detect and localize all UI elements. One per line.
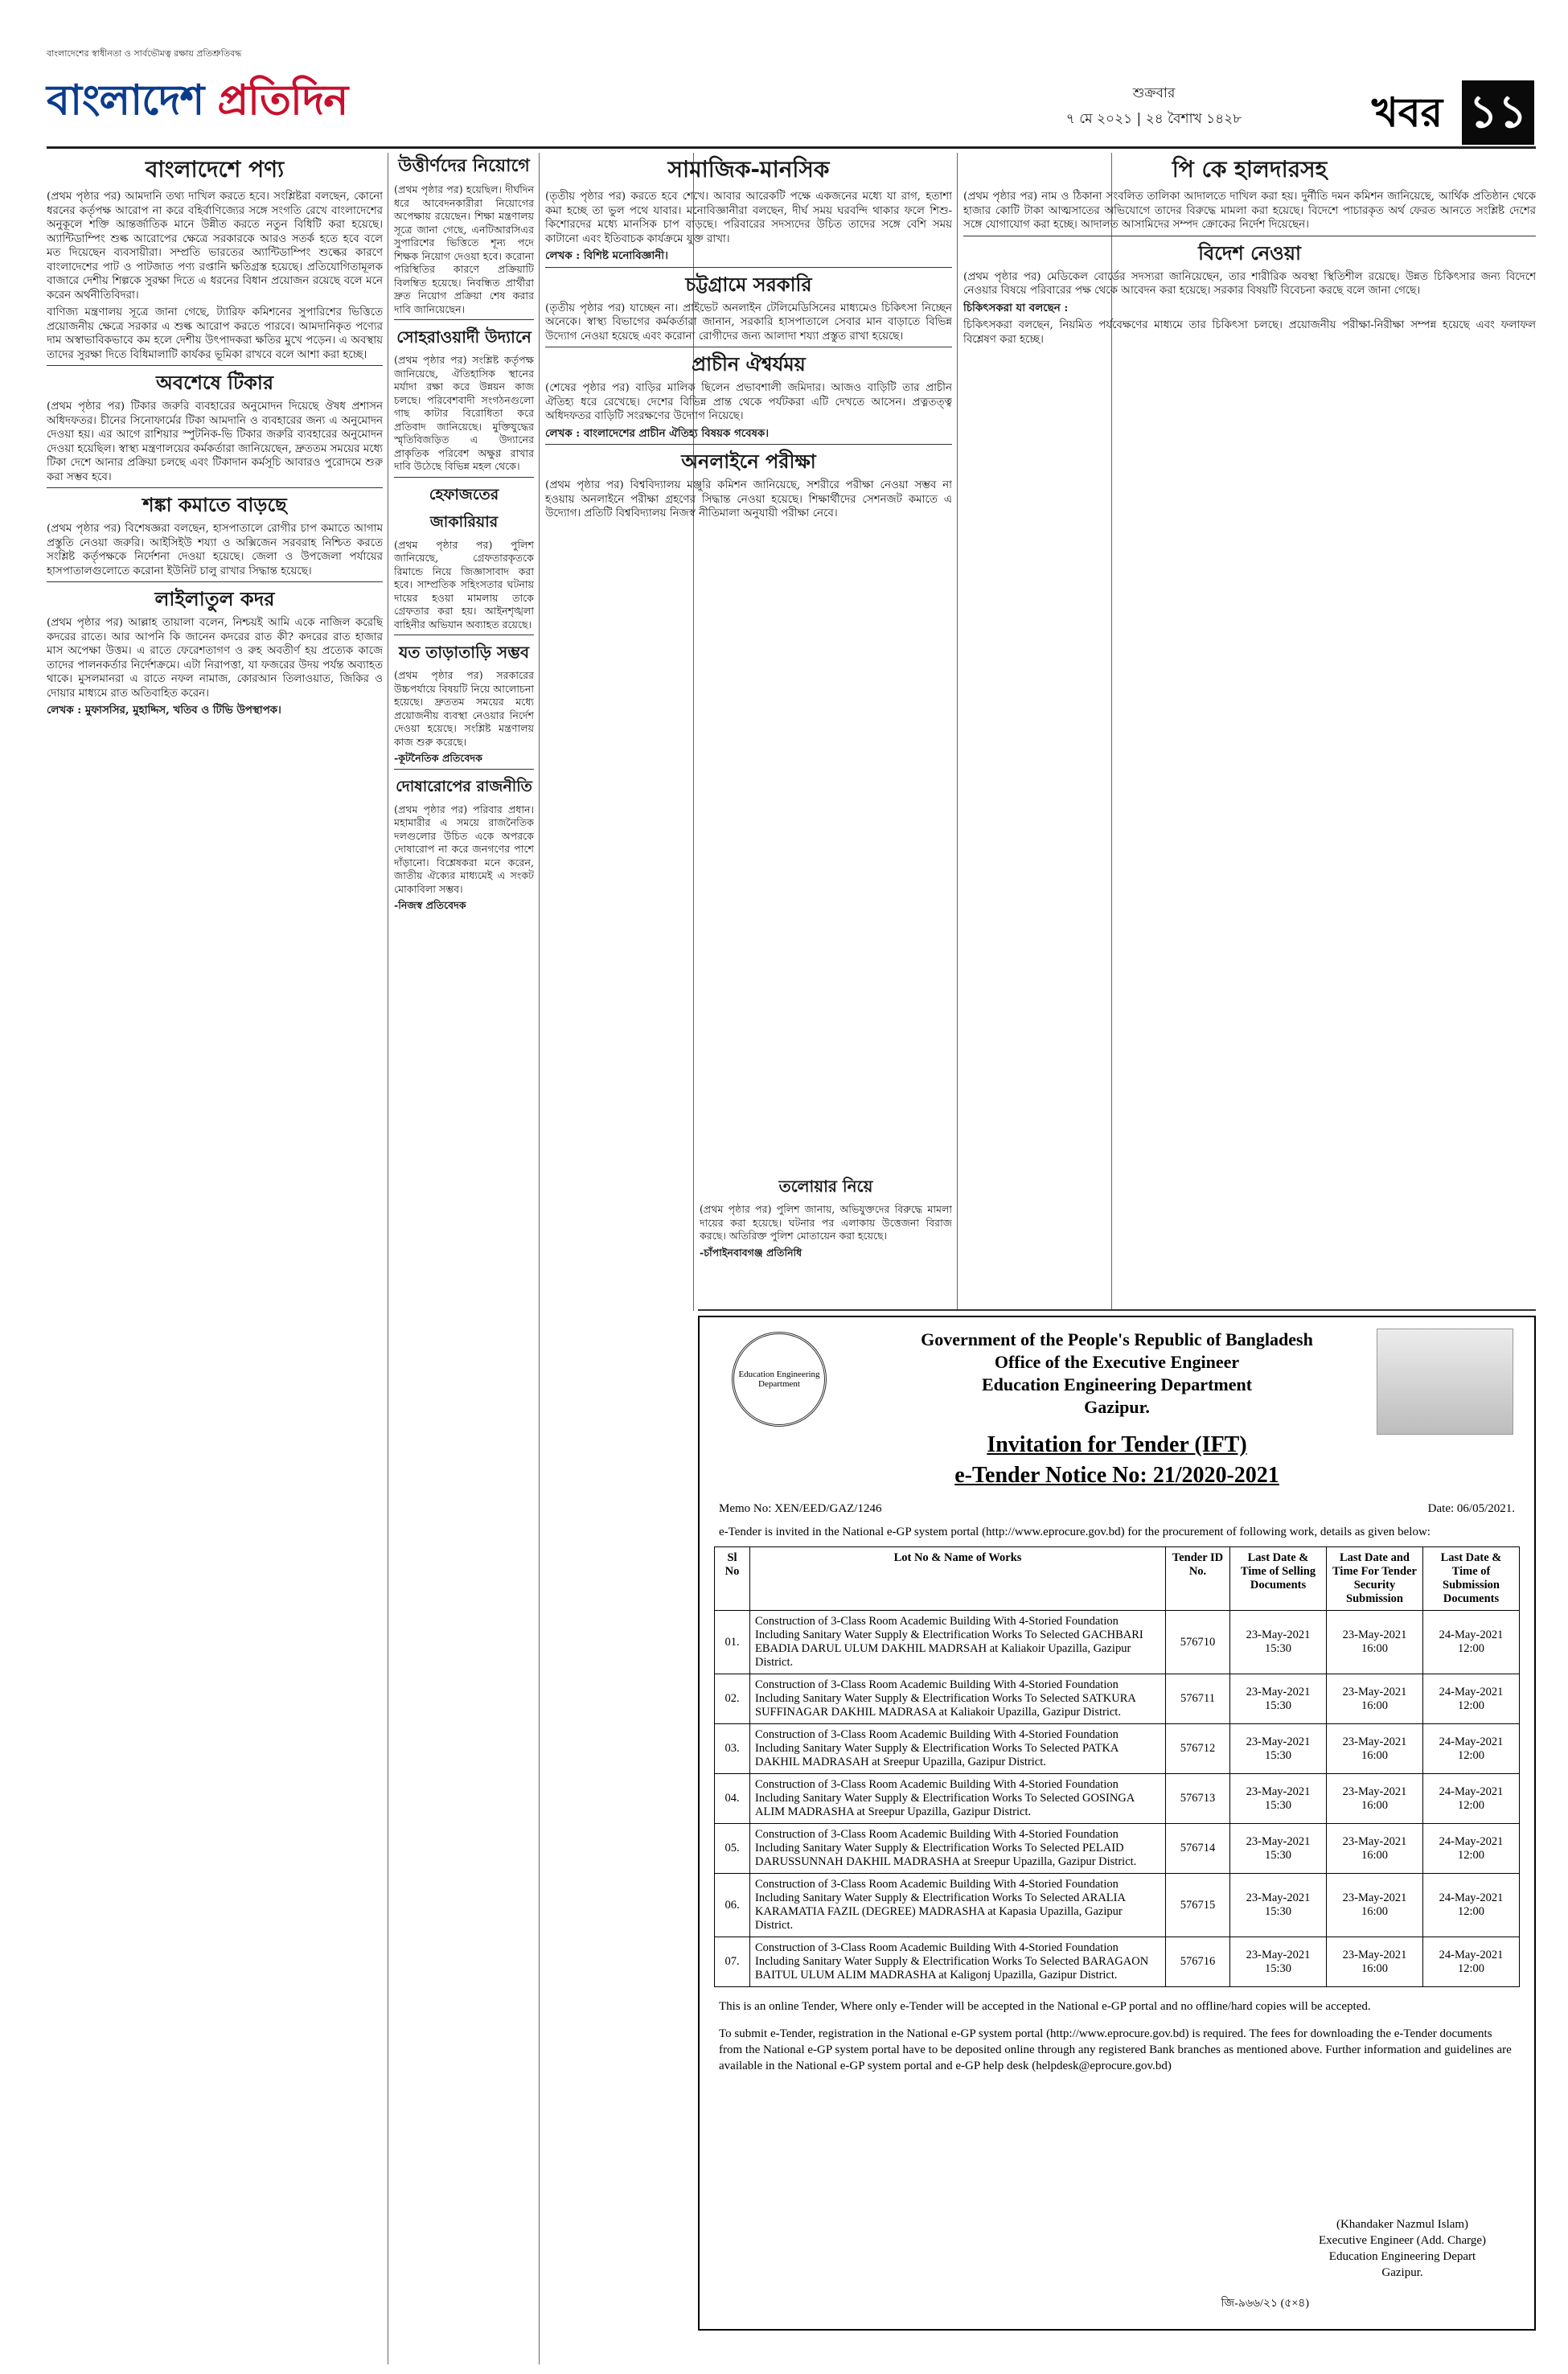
tender-intro: e-Tender is invited in the National e-GP system portal (http://www.eprocure.gov.bd) for the procurement of following work, details as given below: [719,1526,1430,1538]
org-line: Government of the People's Republic of Bangladesh [921,1329,1313,1349]
article-body: (প্রথম পৃষ্ঠার পর) সরকারের উচ্চপর্যায়ে বিষয়টি নিয়ে আলোচনা হয়েছে। দ্রুততম সময়ের মধ্যে প্রয়োজনীয় ব্যবস্থা নেওয়ার নির্দেশ দেওয়া হয়েছে। সংশ্লিষ্ট মন্ত্রণালয় কাজ শুরু করেছে। [394,669,534,748]
table-cell-d1: 23-May-2021 15:30 [1230,1937,1327,1987]
table-cell-d1: 23-May-2021 15:30 [1230,1774,1327,1824]
headline-sohrawardi: সোহরাওয়ার্দী উদ্যানে [394,319,534,351]
table-cell-d2: 23-May-2021 16:00 [1327,1774,1423,1824]
org-line: Gazipur. [1084,1397,1150,1417]
table-cell-sl: 01. [715,1611,750,1674]
tender-note: This is an online Tender, Where only e-Tender will be accepted in the National e-GP portal and no offline/hard copies will be accepted. [719,2000,1371,2013]
headline-prachin: প্রাচীন ঐশ্বর্যময় [545,347,952,378]
table-cell-id: 576712 [1166,1724,1230,1774]
table-cell-d3: 24-May-2021 12:00 [1423,1611,1520,1674]
table-row [715,1824,1520,1874]
signer-name: (Khandaker Nazmul Islam) [1336,2218,1469,2231]
article-subhead: চিকিৎসকরা যা বলছেন : [963,301,1069,314]
headline-online: অনলাইনে পরীক্ষা [545,444,952,475]
table-cell-sl: 06. [715,1874,750,1937]
signer-title: Executive Engineer (Add. Charge) [1319,2234,1486,2247]
table-cell-work: Construction of 3-Class Room Academic Building With 4-Storied Foundation Including Sanitary Water Supply & Electrification Works To Selected PELAID DARUSSUNNAH DAKHIL MADRASHA at Sreepur Upazilla, Gazipur District. [750,1824,1166,1874]
article-body: (প্রথম পৃষ্ঠার পর) পরিবার প্রধান। মহামারীর এ সময়ে রাজনৈতিক দলগুলোর উচিত একে অপরকে দোষারোপ না করে জনগণের পাশে দাঁড়ানো। বিশ্লেষকরা মনে করেন, জাতীয় ঐক্যের মাধ্যমেই এ সংকট মোকাবিলা সম্ভব। [394,803,534,895]
ad-top-rule [698,1309,1536,1311]
table-cell-work: Construction of 3-Class Room Academic Building With 4-Storied Foundation Including Sanitary Water Supply & Electrification Works To Selected ARALIA KARAMATIA FAZIL (DEGREE) MADRASHA at Kapasia Upazilla, Gazipur District. [750,1874,1166,1937]
table-cell-d2: 23-May-2021 16:00 [1327,1874,1423,1937]
seal-text: Education Engineering Department [738,1370,820,1389]
article-body: (প্রথম পৃষ্ঠার পর) আল্লাহ তায়ালা বলেন, নিশ্চয়ই আমি একে নাজিল করেছি কদরের রাতে। আর আপনি কি জানেন কদরের রাত কী? কদরের রাত হাজার মাস অপেক্ষা উত্তম। এ রাতে ফেরেশতাগণ ও রুহ অবতীর্ণ হয় প্রত্যেক কাজে তাদের পালনকর্তার নির্দেশক্রমে। এটা নিরাপত্তা, যা ফজরের উদয় পর্যন্ত অব্যাহত থাকে। মুসলমানরা এ রাতে নফল নামাজ, কোরআন তিলাওয়াত, জিকির ও দোয়ার মাধ্যমে রাত অতিবাহিত করেন। [47,617,383,700]
table-cell-d1: 23-May-2021 15:30 [1230,1724,1327,1774]
table-cell-id: 576710 [1166,1611,1230,1674]
notice-number: e-Tender Notice No: 21/2020-2021 [954,1463,1279,1488]
table-row [715,1774,1520,1824]
table-row [715,1937,1520,1987]
column-1 [47,153,383,2364]
article-body: (প্রথম পৃষ্ঠার পর) হয়েছিল। দীর্ঘদিন ধরে আবেদনকারীরা নিয়োগের অপেক্ষায় রয়েছেন। শিক্ষা মন্ত্রণালয় সূত্রে জানা গেছে, এনটিআরসিএর সুপারিশের ভিত্তিতে শূন্য পদে শিক্ষক নিয়োগ দেওয়া হবে। করোনা পরিস্থিতির কারণে প্রক্রিয়াটি বিলম্বিত হয়েছে। নিবন্ধিত প্রার্থীরা দ্রুত নিয়োগ প্রক্রিয়া শেষ করার দাবি জানিয়েছেন। [394,183,534,315]
article-body: (প্রথম পৃষ্ঠার পর) বিশ্ববিদ্যালয় মঞ্জুরি কমিশন জানিয়েছে, সশরীরে পরীক্ষা নেওয়া সম্ভব না হওয়ায় অনলাইনে পরীক্ষা গ্রহণের সিদ্ধান্ত নেওয়া হয়েছে। শিক্ষার্থীদের সেশনজট কমাতে এ উদ্যোগ। প্রতিটি বিশ্ববিদ্যালয় নিজস্ব নীতিমালা অনুযায়ী পরীক্ষা নেবে। [545,479,952,520]
headline-dosharop: দোষারোপের রাজনীতি [394,769,534,800]
table-cell-d1: 23-May-2021 15:30 [1230,1874,1327,1937]
tender-table [714,1546,1520,1987]
logo-part2: প্রতিদিন [217,76,348,125]
article-body: (প্রথম পৃষ্ঠার পর) নাম ও ঠিকানা সংবলিত তালিকা আদালতে দাখিল করা হয়। দুর্নীতি দমন কমিশন জানিয়েছে, আর্থিক প্রতিষ্ঠান থেকে হাজার কোটি টাকা আত্মসাতের অভিযোগে তাদের বিরুদ্ধে মামলা করা হয়েছে। বিদেশে পাচারকৃত অর্থ ফেরত আনতে সংশ্লিষ্ট দেশের সঙ্গে যোগাযোগ করা হচ্ছে। আদালত আসামিদের সম্পদ ক্রোকের নির্দেশ দিয়েছেন। [963,191,1536,231]
memo-line [719,1502,1515,1516]
column-header: Sl No [715,1547,750,1611]
column-divider [957,153,958,1311]
headline-shishu: শঙ্কা কমাতে বাড়ছে [47,487,383,519]
table-cell-sl: 02. [715,1674,750,1724]
signer-place: Gazipur. [1381,2266,1423,2279]
table-row [715,1874,1520,1937]
article-author: লেখক : বিশিষ্ট মনোবিজ্ঞানী। [545,249,668,262]
tender-notice [698,1316,1536,2331]
table-cell-work: Construction of 3-Class Room Academic Building With 4-Storied Foundation Including Sanitary Water Supply & Electrification Works To Selected GOSINGA ALIM MADRASHA at Sreepur Upazilla, Gazipur District. [750,1774,1166,1824]
article-body: (প্রথম পৃষ্ঠার পর) সংশ্লিষ্ট কর্তৃপক্ষ জানিয়েছে, ঐতিহাসিক স্থানের মর্যাদা রক্ষা করে উন্নয়ন কাজ চলছে। পরিবেশবাদী সংগঠনগুলো গাছ কাটার বিরোধিতা করে প্রতিবাদ জানিয়েছে। মুক্তিযুদ্ধের স্মৃতিবিজড়িত এ উদ্যানের প্রাকৃতিক পরিবেশ অক্ষুণ্ণ রাখার দাবি উঠেছে বিভিন্ন মহল থেকে। [394,354,534,472]
dateline [969,80,1339,132]
signature-block [1319,2216,1486,2281]
headline-tatabadi: যত তাড়াতাড়ি সম্ভব [394,635,534,666]
tender-note: To submit e-Tender, registration in the National e-GP system portal (http://www.eprocure.gov.bd) is required. The fees for downloading the e-Tender documents from the National e-GP system portal have to be deposited online through any registered Bank branches as mentioned above. Further information and guidelines are available in the National e-GP system portal and e-GP help desk (helpdesk@eprocure.gov.bd) [719,2027,1512,2072]
logo-wordmark [47,68,347,138]
headline-uttirno: উত্তীর্ণদের নিয়োগে [398,156,530,176]
table-cell-d3: 24-May-2021 12:00 [1423,1824,1520,1874]
table-cell-d1: 23-May-2021 15:30 [1230,1611,1327,1674]
logo-part1: বাংলাদেশ [47,76,218,125]
column-header: Last Date & Time of Submission Documents [1423,1547,1520,1611]
table-cell-d2: 23-May-2021 16:00 [1327,1674,1423,1724]
table-cell-sl: 04. [715,1774,750,1824]
headline-chattogram: চট্টগ্রামে সরকারি [545,267,952,298]
article-body: চিকিৎসকরা বলছেন, নিয়মিত পর্যবেক্ষণের মাধ্যমে তার চিকিৎসা চলছে। প্রয়োজনীয় পরীক্ষা-নিরীক্ষা সম্পন্ন হয়েছে এবং ফলাফল বিশ্লেষণ করা হচ্ছে। [963,319,1536,346]
article-author: লেখক : বাংলাদেশের প্রাচীন ঐতিহ্য বিষয়ক গবেষক। [545,426,770,440]
headline-pk-halder: পি কে হালদারসহ [1172,156,1328,183]
table-cell-sl: 05. [715,1824,750,1874]
headline-laylatul: লাইলাতুল কদর [47,581,383,613]
table-row [715,1674,1520,1724]
headline-samajik: সামাজিক-মানসিক [667,156,830,183]
headline-tika: অবশেষে টিকার [47,365,383,396]
column-header: Lot No & Name of Works [750,1547,1166,1611]
logo-tagline: বাংলাদেশের স্বাধীনতা ও সার্বভৌমত্ব রক্ষায় প্রতিশ্রুতিবদ্ধ [47,48,242,59]
table-cell-sl: 03. [715,1724,750,1774]
table-cell-d3: 24-May-2021 12:00 [1423,1674,1520,1724]
table-cell-d3: 24-May-2021 12:00 [1423,1724,1520,1774]
table-row [715,1611,1520,1674]
article-body: (প্রথম পৃষ্ঠার পর) আমদানি তথ্য দাখিল করতে হবে। সংশ্লিষ্টরা বলছেন, কোনো ধরনের কর্তৃপক্ষ আরোপ না করে বহির্বাণিজ্যের সঙ্গে সংগতি রেখে বাংলাদেশের অনুকূলে শক্তি আন্তর্জাতিক মানে উন্নীত করতে নতুন বিধিটি করা হয়েছে। অ্যান্টিডাম্পিং শুল্ক আরোপের ক্ষেত্রে সরকারকে আরও সতর্ক হতে হবে বলে মত দিয়েছেন ব্যবসায়ীরা। সম্প্রতি ভারতের অ্যান্টিডাম্পিং শুল্কের কারণে বাংলাদেশের পাট ও পাটজাত পণ্য রপ্তানি ক্ষতিগ্রস্ত হয়েছে। প্রতিযোগিতামূলক বাজারে দেশীয় শিল্পকে সুরক্ষা দিতে এ ধরনের বিধান প্রয়োজন রয়েছে বলে মনে করেন অর্থনীতিবিদরা। [47,191,383,302]
table-cell-d3: 24-May-2021 12:00 [1423,1774,1520,1824]
masthead-rule [47,146,1536,149]
headline-talayar: তলোয়ার নিয়ে [778,1177,873,1196]
headline-pannya: বাংলাদেশে পণ্য [145,156,285,183]
section-label: খবর [1371,89,1443,136]
signer-title: Education Engineering Depart [1328,2250,1476,2263]
table-cell-work: Construction of 3-Class Room Academic Building With 4-Storied Foundation Including Sanitary Water Supply & Electrification Works To Selected PATKA DAKHIL MADRASAH at Sreepur Upazilla, Gazipur District. [750,1724,1166,1774]
table-cell-id: 576714 [1166,1824,1230,1874]
column-divider [539,153,540,2364]
date-label: ৭ মে ২০২১ | ২৪ বৈশাখ ১৪২৮ [1065,111,1242,127]
ift-title: Invitation for Tender (IFT) [987,1432,1247,1457]
department-seal-icon [732,1332,827,1427]
article-body: (প্রথম পৃষ্ঠার পর) পুলিশ জানিয়েছে, গ্রেফতারকৃতকে রিমান্ডে নিয়ে জিজ্ঞাসাবাদ করা হবে। সাম্প্রতিক সহিংসতার ঘটনায় দায়ের হওয়া মামলায় তাকে গ্রেফতার করা হয়। আইনশৃঙ্খলা বাহিনীর অভিযান অব্যাহত রয়েছে। [394,538,534,630]
article-author: -নিজস্ব প্রতিবেদক [394,899,466,911]
table-cell-d1: 23-May-2021 15:30 [1230,1824,1327,1874]
table-cell-id: 576711 [1166,1674,1230,1724]
table-cell-d2: 23-May-2021 16:00 [1327,1937,1423,1987]
newspaper-logo [47,47,368,137]
column-3 [545,153,952,1311]
article-body: (প্রথম পৃষ্ঠার পর) মেডিকেল বোর্ডের সদস্যরা জানিয়েছেন, তার শারীরিক অবস্থা স্থিতিশীল রয়েছে। উন্নত চিকিৎসার জন্য বিদেশে নেওয়ার বিষয়ে পরিবারের পক্ষ থেকে আবেদন করা হয়েছে। সরকার বিষয়টি বিবেচনা করছে বলে জানা গেছে। [963,270,1536,297]
table-cell-work: Construction of 3-Class Room Academic Building With 4-Storied Foundation Including Sanitary Water Supply & Electrification Works To Selected BARAGAON BAITUL ULUM ALIM MADRASHA at Kaligonj Upazilla, Gazipur District. [750,1937,1166,1987]
table-cell-work: Construction of 3-Class Room Academic Building With 4-Storied Foundation Including Sanitary Water Supply & Electrification Works To Selected SATKURA SUFFINAGAR DAKHIL MADRASA at Kaliakoir Upazilla, Gazipur District. [750,1674,1166,1724]
headline-hefajot: হেফাজতের জাকারিয়ার [394,477,534,536]
article-body: (প্রথম পৃষ্ঠার পর) পুলিশ জানায়, অভিযুক্তদের বিরুদ্ধে মামলা দায়ের করা হয়েছে। ঘটনার পর এলাকায় উত্তেজনা বিরাজ করছে। অতিরিক্ত পুলিশ মোতায়েন করা হয়েছে। [700,1203,952,1242]
day-label: শুক্রবার [1132,85,1176,101]
table-header-row [715,1547,1520,1611]
column-2 [394,153,534,2364]
org-line: Education Engineering Department [981,1374,1253,1394]
article-body: (প্রথম পৃষ্ঠার পর) বিশেষজ্ঞরা বলছেন, হাসপাতালে রোগীর চাপ কমাতে আগাম প্রস্তুতি নেওয়া জরুরি। আইসিইউ শয্যা ও অক্সিজেন সরবরাহ নিশ্চিত করতে সংশ্লিষ্ট কর্তৃপক্ষকে নির্দেশনা দেওয়া হয়েছে। জেলা ও উপজেলা পর্যায়ের হাসপাতালগুলোতে করোনা ইউনিট চালু রাখার সিদ্ধান্ত হয়েছে। [47,523,383,577]
table-cell-sl: 07. [715,1937,750,1987]
column-4-lower [700,1166,952,1311]
ad-code: জি-৯৬৬/২১ (৫×৪) [1221,2298,1309,2310]
article-body: (শেষের পৃষ্ঠার পর) বাড়ির মালিক ছিলেন প্রভাবশালী জমিদার। আজও বাড়িটি তার প্রাচীন ঐতিহ্য ধরে রেখেছে। দেশের বিভিন্ন প্রান্ত থেকে পর্যটকরা এটি দেখতে আসেন। প্রত্নতত্ত্ব অধিদফতর বাড়িটি সংরক্ষণের উদ্যোগ নিয়েছে। [545,382,952,422]
column-header: Last Date and Time For Tender Security Submission [1327,1547,1423,1611]
page-number-badge: ১১ [1462,80,1534,145]
table-cell-d2: 23-May-2021 16:00 [1327,1724,1423,1774]
article-body: (তৃতীয় পৃষ্ঠার পর) করতে হবে শেখে। আবার আরেকটি পক্ষে একজনের মধ্যে যা রাগ, হতাশা কমা হচ্ছে তা ভুল পথে যাবার। মনোবিজ্ঞানীরা বলছেন, দীর্ঘ সময় ঘরবন্দি থাকার ফলে শিশু-কিশোরদের মধ্যে মানসিক চাপ বাড়ছে। পরিবারের সদস্যদের উচিত তাদের সঙ্গে বেশি সময় কাটানো এবং ইতিবাচক কার্যক্রমে যুক্ত রাখা। [545,191,952,245]
article-body: (তৃতীয় পৃষ্ঠার পর) যাচ্ছেন না। প্রাইভেট অনলাইন টেলিমেডিসিনের মাধ্যমেও চিকিৎসা নিচ্ছেন অনেকে। স্বাস্থ্য বিভাগের কর্মকর্তারা জানান, সরকারি হাসপাতালে সেবার মান বাড়াতে বিভিন্ন উদ্যোগ নেওয়া হয়েছে এবং করোনা রোগীদের জন্য আলাদা শয্যা প্রস্তুত রাখা হয়েছে। [545,302,952,343]
column-5 [963,153,1536,1311]
column-header: Tender ID No. [1166,1547,1230,1611]
article-author: -চাঁপাইনবাবগঞ্জ প্রতিনিধি [700,1246,802,1259]
table-cell-d2: 23-May-2021 16:00 [1327,1824,1423,1874]
table-cell-id: 576713 [1166,1774,1230,1824]
memo-date: Date: 06/05/2021. [1427,1502,1515,1515]
table-cell-d3: 24-May-2021 12:00 [1423,1937,1520,1987]
table-cell-d2: 23-May-2021 16:00 [1327,1611,1423,1674]
table-row [715,1724,1520,1774]
article-body: (প্রথম পৃষ্ঠার পর) টিকার জরুরি ব্যবহারের অনুমোদন দিয়েছে ঔষধ প্রশাসন অধিদফতর। চীনের সিনোফার্মের টিকা আমদানি ও ব্যবহারের জন্য এ অনুমোদন দেওয়া হয়। এর আগে রাশিয়ার স্পুটনিক-ভি টিকার জরুরি ব্যবহারের অনুমোদন দেওয়া হয়েছিল। স্বাস্থ্য মন্ত্রণালয়ের কর্মকর্তারা জানিয়েছেন, দ্রুততম সময়ের মধ্যে টিকা দেশে আনার প্রক্রিয়া চলছে এবং টিকাদান কর্মসূচি আবারও পুরোদমে শুরু করা সম্ভব হবে। [47,400,383,483]
table-cell-work: Construction of 3-Class Room Academic Building With 4-Storied Foundation Including Sanitary Water Supply & Electrification Works To Selected GACHBARI EBADIA DARUL ULUM DAKHIL MADRSAH at Kaliakoir Upazilla, Gazipur District. [750,1611,1166,1674]
table-cell-d3: 24-May-2021 12:00 [1423,1874,1520,1937]
table-cell-id: 576716 [1166,1937,1230,1987]
portrait-image [1377,1329,1513,1435]
article-body: বাণিজ্য মন্ত্রণালয় সূত্রে জানা গেছে, ট্যারিফ কমিশনের সুপারিশের ভিত্তিতে প্রয়োজনীয় ক্ষেত্রে সরকার এ শুল্ক আরোপ করতে পারবে। আমদানিকৃত পণ্যের দাম অস্বাভাবিকভাবে কম হলে দেশীয় উৎপাদকরা ক্ষতির মুখে পড়েন। এ অবস্থায় তাদের সুরক্ষা দিতে বিধিমালাটি কার্যকর ভূমিকা রাখবে বলে আশা করা হচ্ছে। [47,306,383,361]
article-author: -কূটনৈতিক প্রতিবেদক [394,752,482,764]
org-line: Office of the Executive Engineer [994,1352,1240,1372]
memo-number: Memo No: XEN/EED/GAZ/1246 [719,1502,882,1515]
table-cell-d1: 23-May-2021 15:30 [1230,1674,1327,1724]
table-cell-id: 576715 [1166,1874,1230,1937]
article-author: লেখক : মুফাসসির, মুহাদ্দিস, খতিব ও টিভি উপস্থাপক। [47,704,281,717]
column-header: Last Date & Time of Selling Documents [1230,1547,1327,1611]
headline-bidesh: বিদেশ নেওয়া [963,236,1536,267]
